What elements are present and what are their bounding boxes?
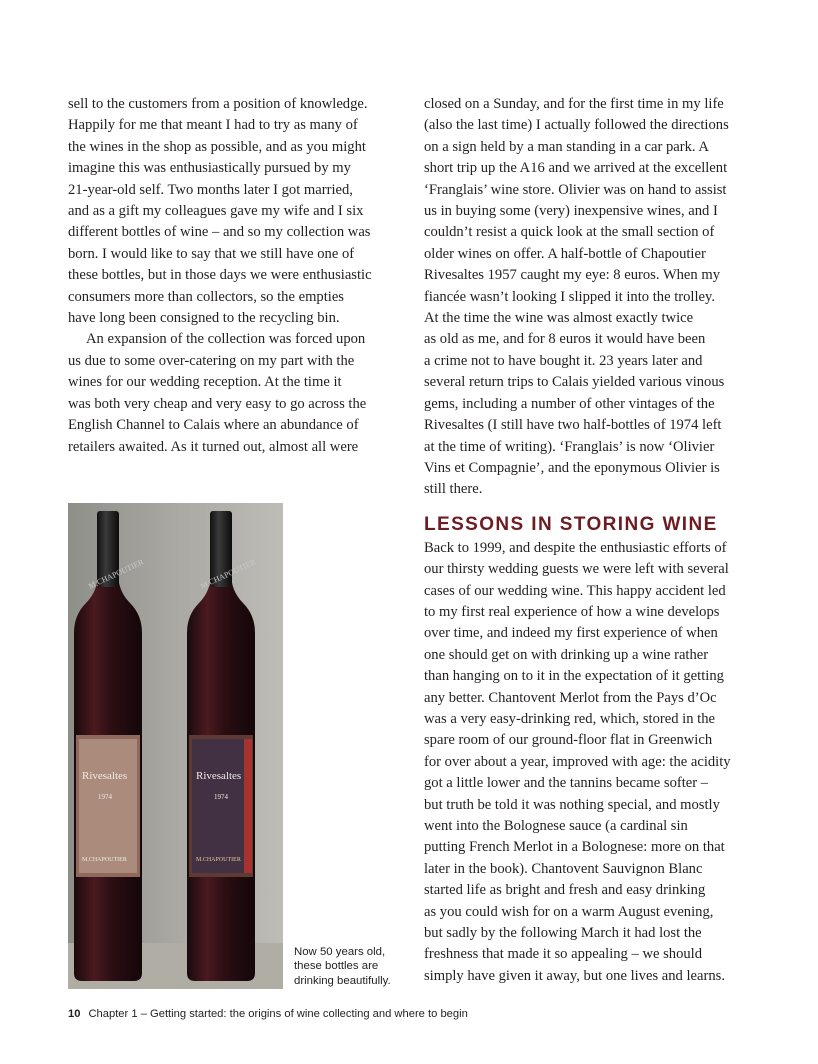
left-column xyxy=(68,94,408,458)
text-line: sell to the customers from a position of knowledge. xyxy=(68,96,368,112)
text-line: but truth be told it was nothing special, and mostly xyxy=(424,796,720,813)
text-line: at the time of writing). ‘Franglais’ is now ‘Olivier xyxy=(424,438,715,455)
right-column-bottom-text xyxy=(424,538,764,988)
section-heading: LESSONS IN STORING WINE xyxy=(424,513,718,535)
text-line: Rivesaltes 1957 caught my eye: 8 euros. When my xyxy=(424,267,721,284)
text-line: ‘Franglais’ wine store. Olivier was on hand to assist xyxy=(424,181,727,198)
text-line: started life as bright and fresh and easy drinking xyxy=(424,882,706,899)
left-label-title: Rivesaltes xyxy=(82,770,128,782)
text-line: wines for our wedding reception. At the time it xyxy=(68,374,342,391)
text-line: different bottles of wine – and so my collection was xyxy=(68,224,371,241)
text-line: (also the last time) I actually followed the directions xyxy=(424,117,729,134)
chapter-title: Chapter 1 – Getting started: the origins of wine collecting and where to begin xyxy=(88,1008,468,1020)
page-footer xyxy=(68,1008,468,1020)
left-capsule-text: M.CHAPOUTIER xyxy=(87,557,146,591)
text-line: Vins et Compagnie’, and the eponymous Olivier is xyxy=(424,459,720,476)
photo-caption xyxy=(294,945,409,988)
text-line: Happily for me that meant I had to try as many of xyxy=(68,117,358,134)
text-line: Rivesaltes (I still have two half-bottles of 1974 left xyxy=(424,417,722,434)
text-line: any better. Chantovent Merlot from the Pays d’Oc xyxy=(424,689,717,706)
text-line: as you could wish for on a warm August evening, xyxy=(424,903,714,920)
text-line: putting French Merlot in a Bolognese: more on that xyxy=(424,839,725,856)
text-line: have long been consigned to the recycling bin. xyxy=(68,310,340,327)
text-line: born. I would like to say that we still have one of xyxy=(68,245,355,262)
text-line: retailers awaited. As it turned out, almost all were xyxy=(68,438,359,455)
wine-bottles-photo xyxy=(68,503,283,989)
text-line: these bottles, but in those days we were enthusiastic xyxy=(68,267,372,284)
text-line: later in the book). Chantovent Sauvignon Blanc xyxy=(424,860,703,877)
text-line: spare room of our ground-floor flat in Greenwich xyxy=(424,732,713,749)
text-line: several return trips to Calais yielded various vinous xyxy=(424,374,725,391)
text-line: the wines in the shop as possible, and as you might xyxy=(68,138,366,155)
text-line: Now 50 years old, xyxy=(294,946,386,958)
text-line: was a very easy-drinking red, which, stored in the xyxy=(424,710,715,727)
text-line: An expansion of the collection was forced upon xyxy=(86,331,366,348)
text-line: older wines on offer. A half-bottle of Chapoutier xyxy=(424,245,706,262)
text-line: 21-year-old self. Two months later I got married, xyxy=(68,181,353,198)
text-line: was both very cheap and very easy to go across the xyxy=(68,395,367,412)
text-line: couldn’t resist a quick look at the small section of xyxy=(424,224,715,241)
text-line: English Channel to Calais where an abundance of xyxy=(68,417,359,434)
text-line: got a little lower and the tannins became softer – xyxy=(424,775,709,792)
text-line: went into the Bolognese sauce (a cardinal sin xyxy=(424,818,688,834)
text-line: fiancée wasn’t looking I slipped it into the trolley. xyxy=(424,288,715,305)
text-line: our thirsty wedding guests we were left with several xyxy=(424,561,729,578)
text-line: simply have given it away, but one lives and learns. xyxy=(424,967,725,984)
right-column-top-text xyxy=(424,94,764,501)
text-line: one should get on with drinking up a wine rather xyxy=(424,646,709,663)
text-line: us due to some over-catering on my part with the xyxy=(68,352,355,369)
text-line: to my first real experience of how a wine develops xyxy=(424,603,720,620)
text-line: closed on a Sunday, and for the first time in my life xyxy=(424,96,724,112)
text-line: short trip up the A16 and we arrived at the excellent xyxy=(424,160,728,177)
text-line: a crime not to have bought it. 23 years later and xyxy=(424,352,703,369)
text-line: gems, including a number of other vintages of the xyxy=(424,395,715,412)
left-label-producer: M.CHAPOUTIER xyxy=(82,857,127,863)
text-line: drinking beautifully. xyxy=(294,974,391,987)
text-line: but sadly by the following March it had lost the xyxy=(424,925,702,942)
text-line: these bottles are xyxy=(294,960,379,973)
text-line: and as a gift my colleagues gave my wife and I six xyxy=(68,203,364,220)
right-label-title: Rivesaltes xyxy=(196,770,242,782)
text-line: than hanging on to it in the expectation of it getting xyxy=(424,668,724,685)
text-line: freshness that made it so appealing – we should xyxy=(424,946,703,963)
page-number: 10 xyxy=(68,1008,81,1020)
right-column xyxy=(424,94,764,987)
text-line: still there. xyxy=(424,481,483,498)
text-line: for over about a year, improved with age: the acidity xyxy=(424,753,731,770)
text-line: over time, and indeed my first experience of when xyxy=(424,625,718,642)
right-label-vintage: 1974 xyxy=(214,793,228,801)
text-line: us in buying some (very) inexpensive wines, and I xyxy=(424,203,718,220)
right-label-producer: M.CHAPOUTIER xyxy=(196,857,241,863)
text-line: consumers more than collectors, so the empties xyxy=(68,288,344,305)
right-capsule-text: M.CHAPOUTIER xyxy=(199,557,258,591)
text-line: as old as me, and for 8 euros it would have been xyxy=(424,331,706,348)
left-label-vintage: 1974 xyxy=(98,793,112,801)
text-line: on a sign held by a man standing in a car park. A xyxy=(424,138,709,155)
text-line: At the time the wine was almost exactly twice xyxy=(424,310,694,327)
text-line: Back to 1999, and despite the enthusiastic efforts of xyxy=(424,539,727,556)
text-line: cases of our wedding wine. This happy accident led xyxy=(424,582,726,599)
text-line: imagine this was enthusiastically pursued by my xyxy=(68,160,351,177)
